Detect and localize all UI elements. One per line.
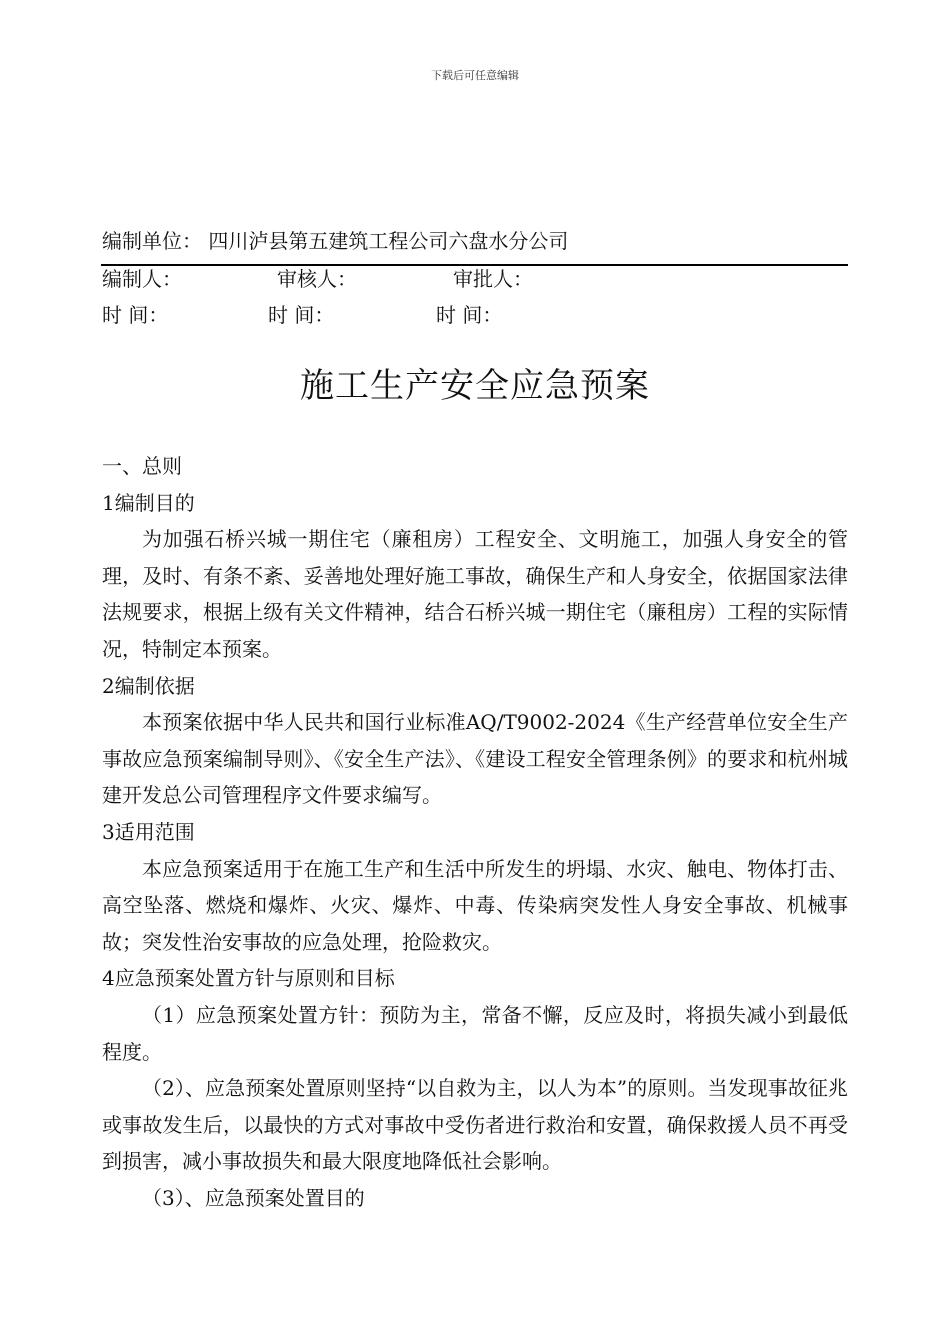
document-title: 施工生产安全应急预案 [300,366,650,406]
section-2-text: 本预案依据中华人民共和国行业标准AQ/T9002-2024《生产经营单位安全生产事故应急预案编制导则》、《安全生产法》、《建设工程安全管理条例》的要求和杭州城建开发总公司管理程序文件要求编写。 [102,710,848,808]
general-heading: 一、总则 [102,454,182,478]
compiling-unit-line [102,229,568,253]
compiling-unit-label: 编制单位： [102,229,202,253]
section-4-heading: 4应急预案处置方针与原则和目标 [102,966,395,991]
approver-label: 审批人： [453,267,533,291]
reviewer-label: 审核人： [277,267,357,291]
section-4-item-3: （3）、应急预案处置目的 [142,1185,365,1210]
compiling-unit-value: 四川泸县第五建筑工程公司六盘水分公司 [208,229,569,253]
section-1-text: 为加强石桥兴城一期住宅（廉租房）工程安全、文明施工，加强人身安全的管理，及时、有条不紊、妥善地处理好施工事故，确保生产和人身安全，依据国家法律法规要求，根据上级有关文件精神，结合石桥兴城一期住宅（廉租房）工程的实际情况，特制定本预案。 [102,527,848,661]
header-divider [101,264,848,266]
compiler-time-label: 时 间： [102,303,169,327]
reviewer-time-label: 时 间： [268,303,335,327]
approver-time-label: 时 间： [436,303,503,327]
document-body [102,448,848,1216]
header-note: 下载后可任意编辑 [431,69,519,82]
section-2-heading: 2编制依据 [102,673,195,698]
section-4-item-2: （2）、应急预案处置原则坚持“以自救为主，以人为本”的原则。当发现事故征兆或事故发生后，以最快的方式对事故中受伤者进行救治和安置，确保救援人员不再受到损害，减小事故损失和最大限度地降低社会影响。 [102,1076,848,1174]
section-1-heading: 1编制目的 [102,490,195,515]
section-3-heading: 3适用范围 [102,819,195,844]
section-3-text: 本应急预案适用于在施工生产和生活中所发生的坍塌、水灾、触电、物体打击、高空坠落、燃烧和爆炸、火灾、爆炸、中毒、传染病突发性人身安全事故、机械事故；突发性治安事故的应急处理，抢险救灾。 [102,856,848,954]
compiler-label: 编制人： [102,267,182,291]
section-4-item-1: （1）应急预案处置方针：预防为主，常备不懈，反应及时，将损失减小到最低程度。 [102,1002,848,1064]
